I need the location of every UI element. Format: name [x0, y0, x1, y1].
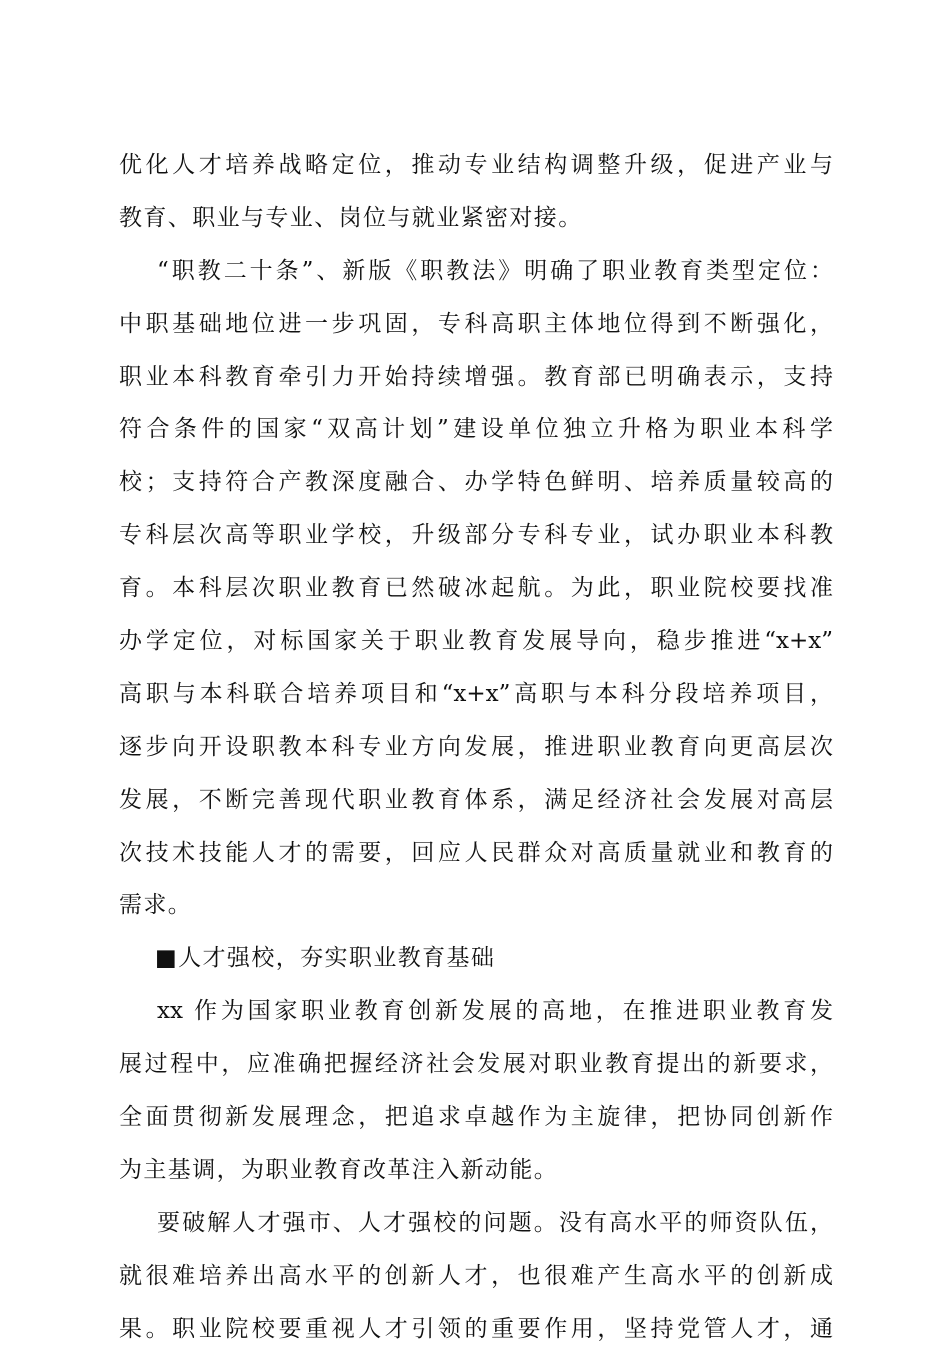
text-line: 需求。	[119, 892, 193, 919]
text-line: “职教二十条”、新版《职教法》明确了职业教育类型定位：	[157, 257, 833, 284]
text-line: 符合条件的国家“双高计划”建设单位独立升格为职业本科学	[119, 416, 833, 443]
section-heading-text: ■人才强校，夯实职业教育基础	[155, 945, 496, 972]
text-line: 逐步向开设职教本科专业方向发展，推进职业教育向更高层次	[119, 733, 833, 760]
text-line: 中职基础地位进一步巩固，专科高职主体地位得到不断强化，	[119, 310, 833, 337]
text-line: 全面贯彻新发展理念，把追求卓越作为主旋律，把协同创新作	[119, 1104, 833, 1131]
text-line: 果。职业院校要重视人才引领的重要作用，坚持党管人才，通	[119, 1315, 833, 1342]
paragraph-innovation-highland	[119, 985, 833, 1197]
text-line: 教育、职业与专业、岗位与就业紧密对接。	[119, 204, 583, 231]
paragraph-intro-continued	[119, 139, 833, 245]
text-line: 专科层次高等职业学校，升级部分专科专业，试办职业本科教	[119, 522, 833, 549]
text-line: 展过程中，应准确把握经济社会发展对职业教育提出的新要求，	[119, 1051, 833, 1078]
paragraph-faculty	[119, 1197, 833, 1356]
text-line: 高职与本科联合培养项目和“x+x”高职与本科分段培养项目，	[119, 680, 833, 707]
text-line: 办学定位，对标国家关于职业教育发展导向，稳步推进“x+x”	[119, 628, 833, 655]
text-line: xx 作为国家职业教育创新发展的高地，在推进职业教育发	[157, 998, 833, 1025]
document-body	[119, 139, 833, 1355]
text-line: 次技术技能人才的需要，回应人民群众对高质量就业和教育的	[119, 839, 833, 866]
section-heading-talent	[119, 932, 833, 985]
text-line: 职业本科教育牵引力开始持续增强。教育部已明确表示，支持	[119, 363, 833, 390]
text-line: 优化人才培养战略定位，推动专业结构调整升级，促进产业与	[119, 152, 833, 178]
text-line: 就很难培养出高水平的创新人才，也很难产生高水平的创新成	[119, 1262, 833, 1289]
text-line: 校；支持符合产教深度融合、办学特色鲜明、培养质量较高的	[119, 469, 833, 496]
text-line: 为主基调，为职业教育改革注入新动能。	[119, 1156, 559, 1183]
text-line: 发展，不断完善现代职业教育体系，满足经济社会发展对高层	[119, 786, 833, 813]
text-line: 育。本科层次职业教育已然破冰起航。为此，职业院校要找准	[119, 575, 833, 602]
text-line: 要破解人才强市、人才强校的问题。没有高水平的师资队伍，	[157, 1209, 833, 1236]
paragraph-vocational-positioning	[119, 245, 833, 933]
